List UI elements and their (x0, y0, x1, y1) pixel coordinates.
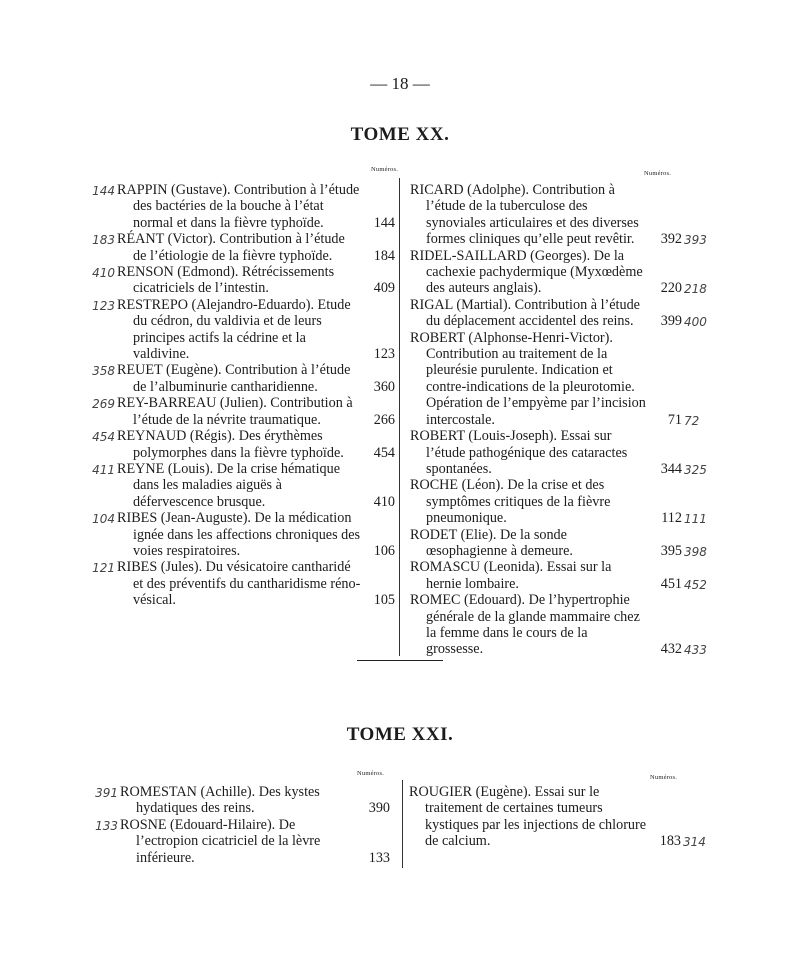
index-entry (410, 592, 707, 658)
entry-text: RENSON (Edmond). Rétrécissements cicatriciels de l’intestin. (117, 264, 335, 297)
entry-number: 451 (660, 575, 682, 592)
index-entry (95, 816, 390, 866)
handwritten-note: 398 (684, 544, 707, 559)
entry-text: RIGAL (Martial). Contribution à l’étude du déplacement accidentel des reins. (410, 296, 640, 330)
numeros-header-left: Numéros. (371, 166, 399, 173)
tome-xxi-right-column (409, 784, 706, 850)
entry-text: RESTREPO (Alejandro-Eduardo). Etude du cédron, du valdivia et de leurs principes actifs la cédrine et la valdivine. (117, 296, 351, 363)
entry-number: 454 (373, 444, 395, 461)
handwritten-note: 218 (684, 282, 707, 297)
entry-text: RIBES (Jean-Auguste). De la médication ignée dans les affections chroniques des voies respiratoires. (117, 510, 361, 559)
handwritten-note: 144 (92, 184, 115, 198)
index-entry (92, 395, 395, 428)
entry-text: RAPPIN (Gustave). Contribution à l’étude des bactéries de la bouche à l’état normal et dans la fièvre typhoïde. (117, 182, 360, 231)
index-entry (92, 231, 395, 264)
entry-number: 144 (373, 214, 395, 231)
entry-number: 266 (373, 411, 395, 428)
entry-number: 106 (373, 542, 395, 559)
handwritten-note: 400 (684, 315, 707, 330)
numeros-header-right: Numéros. (644, 170, 672, 177)
index-entry (410, 247, 707, 297)
entry-text: REUET (Eugène). Contribution à l’étude de l’albuminurie cantharidienne. (117, 362, 351, 395)
entry-number: 399 (660, 313, 682, 330)
entry-number: 390 (368, 800, 390, 817)
handwritten-note: 111 (684, 512, 707, 527)
column-divider (399, 178, 400, 656)
index-entry (410, 477, 707, 527)
numeros-header-left: Numéros. (357, 770, 385, 777)
handwritten-note: 391 (95, 786, 118, 800)
entry-number: 409 (373, 280, 395, 297)
entry-number: 123 (373, 346, 395, 363)
entry-number: 360 (373, 378, 395, 395)
entry-number: 71 (667, 411, 682, 428)
index-entry (409, 784, 706, 850)
entry-text: ROUGIER (Eugène). Essai sur le traitement de certaines tumeurs kystiques par les injections de chlorure de calcium. (409, 784, 647, 850)
entry-text: RIBES (Jules). Du vésicatoire cantharidé et des préventifs du cantharidisme réno-vésical. (117, 559, 361, 609)
entry-text: ROMASCU (Leonida). Essai sur la hernie lombaire. (410, 559, 612, 592)
tome-xxi-left-column (95, 784, 390, 866)
column-divider (402, 780, 403, 868)
entry-text: ROMESTAN (Achille). Des kystes hydatiques des reins. (120, 784, 320, 817)
entry-number: 344 (660, 460, 682, 477)
entry-number: 392 (660, 231, 682, 248)
index-entry (410, 182, 707, 248)
index-entry (92, 264, 395, 297)
entry-text: ROMEC (Edouard). De l’hypertrophie générale de la glande mammaire chez la femme dans le cours de la grossesse. (410, 592, 640, 658)
index-entry (410, 329, 700, 428)
handwritten-note: 133 (95, 818, 118, 833)
page-number: — 18 — (370, 74, 430, 93)
index-entry (92, 182, 395, 231)
handwritten-note: 104 (92, 512, 115, 527)
entry-number: 112 (661, 510, 682, 527)
index-entry (410, 428, 707, 477)
handwritten-note: 411 (92, 462, 115, 477)
handwritten-note: 314 (683, 835, 706, 850)
handwritten-note: 183 (92, 233, 115, 248)
entry-number: 395 (660, 542, 682, 559)
tome-xx-left-column (92, 182, 395, 609)
handwritten-note: 269 (92, 397, 115, 412)
handwritten-note: 452 (684, 577, 707, 592)
index-entry (95, 784, 390, 817)
handwritten-note: 123 (92, 298, 115, 313)
entry-text: REYNAUD (Régis). Des érythèmes polymorphes dans la fièvre typhoïde. (117, 428, 344, 461)
index-entry (92, 510, 395, 559)
section-separator (357, 660, 443, 661)
entry-text: REY-BARREAU (Julien). Contribution à l’étude de la névrite traumatique. (117, 395, 353, 428)
handwritten-note: 410 (92, 266, 115, 281)
entry-text: ROBERT (Louis-Joseph). Essai sur l’étude pathogénique des cataractes spontanées. (410, 428, 628, 477)
handwritten-note: 121 (92, 561, 115, 576)
section-title: TOME XX. (350, 124, 450, 145)
entry-text: REYNE (Louis). De la crise hématique dans les maladies aiguës à défervescence brusque. (117, 460, 340, 510)
handwritten-note: 72 (684, 413, 700, 428)
entry-text: ROBERT (Alphonse-Henri-Victor). Contribution au traitement de la pleurésie purulente. Indication et contre-indications de la pleurotomie. Opération de l’empyème par l’incision intercostale. (410, 329, 646, 428)
handwritten-note: 358 (92, 364, 115, 379)
handwritten-note: 454 (92, 430, 115, 445)
entry-number: 432 (660, 641, 682, 658)
index-entry (410, 296, 707, 330)
entry-text: RODET (Elie). De la sonde œsophagienne à demeure. (410, 526, 573, 559)
entry-number: 105 (373, 592, 395, 609)
index-entry (92, 362, 395, 395)
entry-text: RÉANT (Victor). Contribution à l’étude de l’étiologie de la fièvre typhoïde. (117, 231, 345, 264)
entry-text: ROCHE (Léon). De la crise et des symptômes critiques de la fièvre pneumonique. (410, 477, 611, 527)
entry-number: 183 (659, 833, 681, 850)
entry-text: RIDEL-SAILLARD (Georges). De la cachexie pachydermique (Myxœdème des auteurs anglais). (410, 247, 643, 297)
entry-number: 220 (660, 280, 682, 297)
index-entry (410, 526, 707, 560)
index-entry (92, 428, 395, 461)
index-entry (92, 559, 395, 609)
handwritten-note: 325 (684, 462, 707, 477)
section-title: TOME XXI. (346, 724, 454, 745)
entry-text: ROSNE (Edouard-Hilaire). De l’ectropion cicatriciel de la lèvre inférieure. (120, 816, 321, 866)
handwritten-note: 433 (684, 643, 707, 658)
index-entry (92, 460, 395, 510)
entry-number: 133 (368, 849, 390, 866)
tome-xx-right-column (410, 182, 707, 658)
entry-number: 410 (373, 493, 395, 510)
index-entry (410, 559, 707, 592)
entry-text: RICARD (Adolphe). Contribution à l’étude de la tuberculose des synoviales articulaires et des diverses formes cliniques qu’elle peut revêtir. (410, 182, 639, 248)
numeros-header-right: Numéros. (650, 774, 678, 781)
entry-number: 184 (373, 247, 395, 264)
index-entry (92, 296, 395, 363)
handwritten-note: 393 (684, 233, 707, 248)
